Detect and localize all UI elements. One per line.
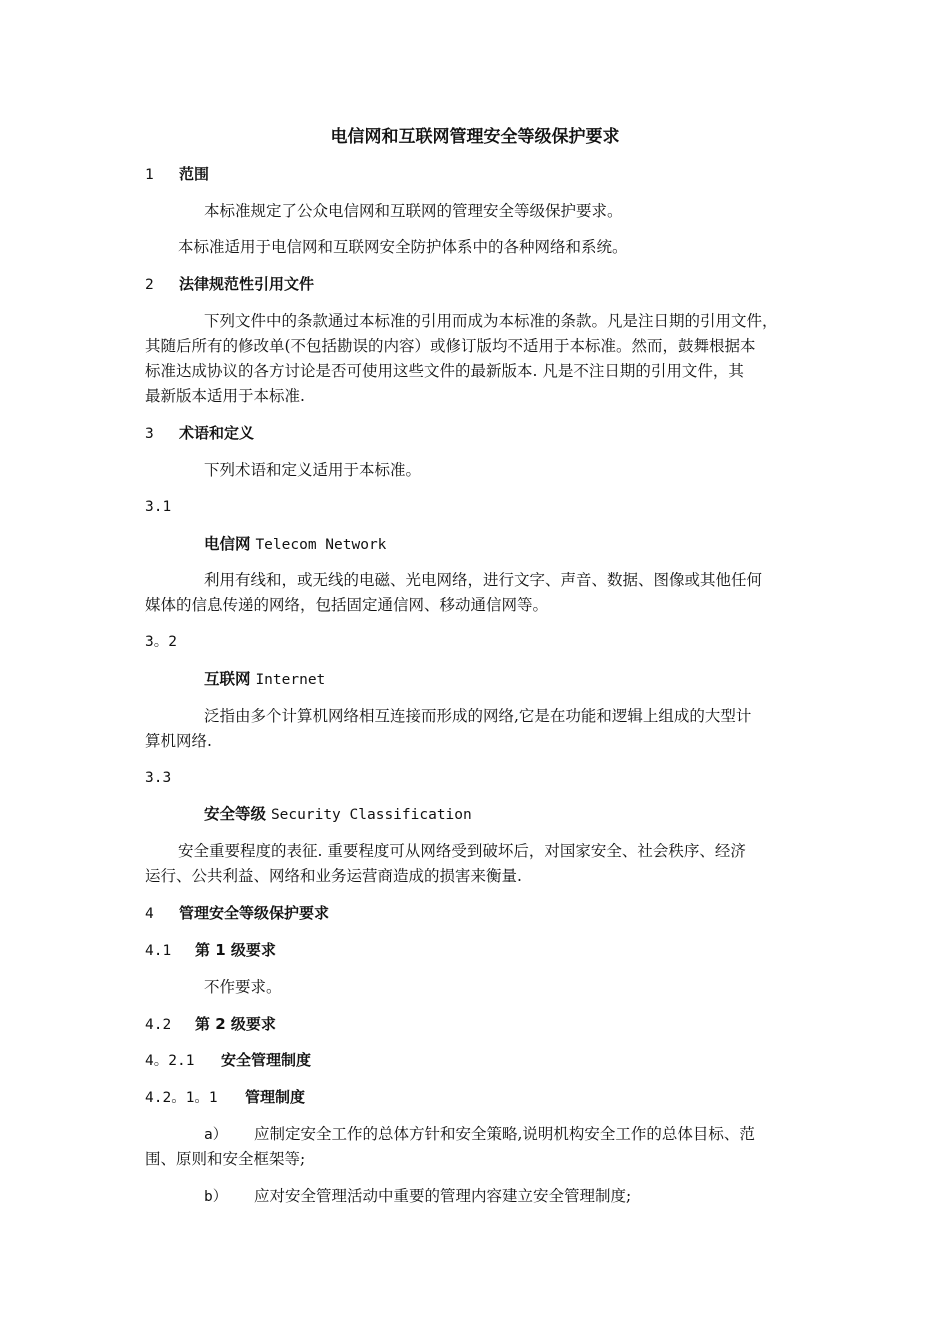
paragraph-line: 下列文件中的条款通过本标准的引用而成为本标准的条款。凡是注日期的引用文件，	[204, 312, 778, 330]
section-title: 法律规范性引用文件	[179, 275, 315, 293]
paragraph-line: 运行、公共利益、网络和业务运营商造成的损害来衡量.	[145, 867, 522, 885]
section-number: 3	[145, 426, 154, 442]
document-title: 电信网和互联网管理安全等级保护要求	[330, 127, 620, 147]
section-4-2-1-heading	[145, 1050, 311, 1071]
list-item-text: 应制定安全工作的总体方针和安全策略,说明机构安全工作的总体目标、范	[254, 1125, 755, 1143]
term-number: 3。2	[145, 634, 177, 650]
paragraph-line: 最新版本适用于本标准.	[145, 387, 305, 405]
paragraph-line: 泛指由多个计算机网络相互连接而形成的网络,它是在功能和逻辑上组成的大型计	[204, 707, 752, 725]
section-number: 4。2.1	[145, 1053, 195, 1069]
term-name-en: Security Classification	[270, 807, 472, 823]
section-title: 第 1 级要求	[195, 941, 276, 959]
term-name: 互联网	[204, 670, 251, 688]
paragraph-line: 利用有线和，或无线的电磁、光电网络，进行文字、声音、数据、图像或其他任何	[204, 571, 763, 589]
paragraph: 不作要求。	[204, 978, 282, 996]
term-number: 3.3	[145, 770, 172, 786]
term-number: 3.1	[145, 499, 172, 515]
section-number: 4.2	[145, 1017, 172, 1033]
term-name: 安全等级	[204, 805, 267, 823]
list-item-text: 应对安全管理活动中重要的管理内容建立安全管理制度;	[254, 1187, 632, 1205]
paragraph-line: 标准达成协议的各方讨论是否可使用这些文件的最新版本. 凡是不注日期的引用文件，其	[145, 362, 744, 380]
section-3-heading	[145, 423, 254, 444]
section-number: 1	[145, 167, 154, 183]
paragraph: 本标准适用于电信网和互联网安全防护体系中的各种网络和系统。	[178, 238, 628, 256]
list-item-label: b）	[204, 1189, 228, 1205]
list-item	[204, 1124, 755, 1145]
section-title: 范围	[179, 165, 210, 183]
term-heading	[204, 804, 472, 825]
paragraph-line: 安全重要程度的表征. 重要程度可从网络受到破坏后，对国家安全、社会秩序、经济	[178, 842, 746, 860]
paragraph-line: 其随后所有的修改单(不包括勘误的内容）或修订版均不适用于本标准。然而，鼓舞根据本	[145, 337, 756, 355]
section-title: 安全管理制度	[221, 1051, 312, 1069]
term-heading	[204, 669, 325, 690]
section-4-heading	[145, 903, 329, 924]
paragraph: 下列术语和定义适用于本标准。	[204, 461, 422, 479]
section-title: 术语和定义	[179, 424, 255, 442]
paragraph-line: 媒体的信息传递的网络，包括固定通信网、移动通信网等。	[145, 596, 549, 614]
list-item-label: a）	[204, 1127, 228, 1143]
section-4-2-heading	[145, 1014, 276, 1035]
section-title: 管理安全等级保护要求	[179, 904, 330, 922]
section-1-heading	[145, 164, 209, 185]
term-name-en: Telecom Network	[255, 537, 387, 553]
section-number: 4	[145, 906, 154, 922]
list-item-continuation: 围、原则和安全框架等;	[145, 1150, 306, 1168]
section-4-2-1-1-heading	[145, 1087, 305, 1108]
section-number: 4.2。1。1	[145, 1090, 218, 1106]
section-2-heading	[145, 274, 314, 295]
list-item	[204, 1186, 631, 1207]
paragraph-line: 算机网络.	[145, 732, 212, 750]
term-name-en: Internet	[255, 672, 326, 688]
term-name: 电信网	[204, 535, 251, 553]
section-title: 第 2 级要求	[195, 1015, 276, 1033]
section-number: 4.1	[145, 943, 172, 959]
paragraph: 本标准规定了公众电信网和互联网的管理安全等级保护要求。	[204, 202, 623, 220]
term-heading	[204, 534, 386, 555]
section-title: 管理制度	[245, 1088, 306, 1106]
section-number: 2	[145, 277, 154, 293]
section-4-1-heading	[145, 940, 276, 961]
